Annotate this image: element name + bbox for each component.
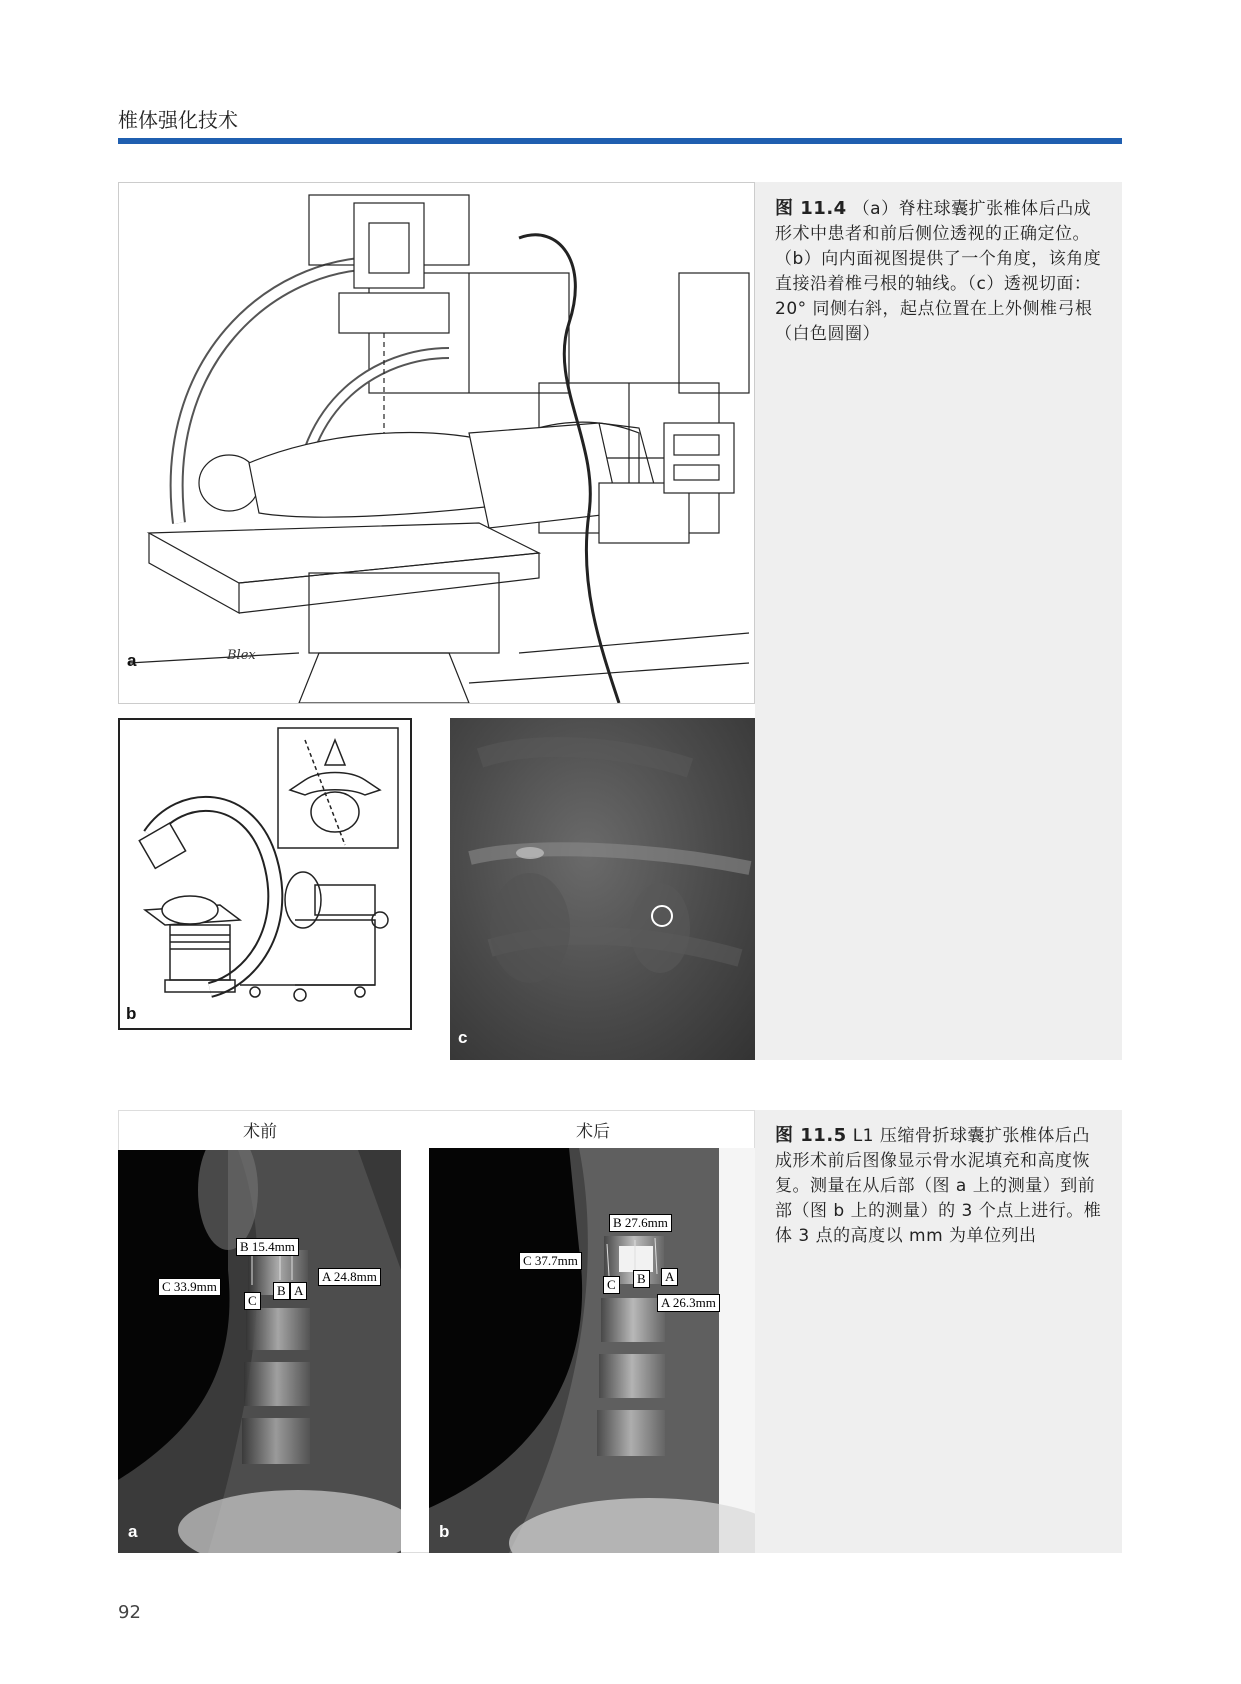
fluoroscopy-image xyxy=(450,718,755,1060)
pre-label-c: C xyxy=(244,1292,261,1310)
post-label-b-value: B 27.6mm xyxy=(609,1214,672,1232)
pre-label-a: A xyxy=(290,1282,307,1300)
figure-11-5-number: 图 11.5 xyxy=(775,1125,847,1146)
post-label-a: A xyxy=(661,1268,678,1286)
figure-11-5-caption xyxy=(775,1123,1107,1249)
figure-11-4-number: 图 11.4 xyxy=(775,198,847,219)
figure-11-4-panel-a xyxy=(118,182,755,704)
pre-op-xray xyxy=(118,1150,401,1553)
pre-label-c-value: C 33.9mm xyxy=(158,1278,221,1296)
post-label-a-value: A 26.3mm xyxy=(657,1294,720,1312)
post-op-xray xyxy=(429,1148,755,1553)
post-label-c-value: C 37.7mm xyxy=(519,1252,582,1270)
figure-11-4-panel-b xyxy=(118,718,412,1030)
panel-c-letter: c xyxy=(458,1028,468,1047)
pre-panel-letter: a xyxy=(128,1522,138,1541)
pre-op-title: 术前 xyxy=(243,1122,277,1141)
panel-a-letter: a xyxy=(127,651,137,670)
figure-11-5-caption-text: L1 压缩骨折球囊扩张椎体后凸成形术前后图像显示骨水泥填充和高度恢复。测量在从后部（图 a 上的测量）到前部（图 b 上的测量）的 3 个点上进行。椎体 3 点的高度以 mm 为单位列出 xyxy=(775,1126,1102,1246)
panel-b-letter: b xyxy=(126,1004,137,1023)
post-op-xray-image xyxy=(429,1148,755,1553)
oblique-view-diagram xyxy=(120,720,410,1028)
pre-label-b: B xyxy=(273,1282,290,1300)
drawing-signature: Blex xyxy=(227,648,256,663)
pre-label-a-value: A 24.8mm xyxy=(318,1268,381,1286)
c-arm-drawing xyxy=(119,183,755,704)
pre-label-b-value: B 15.4mm xyxy=(236,1238,299,1256)
post-panel-letter: b xyxy=(439,1522,450,1541)
pre-op-xray-image xyxy=(118,1150,401,1553)
figure-11-4-caption-text: （a）脊柱球囊扩张椎体后凸成形术中患者和前后侧位透视的正确定位。（b）向内面视图提供了一个角度，该角度直接沿着椎弓根的轴线。（c）透视切面：20° 同侧右斜，起点位置在上外侧椎弓根（白色圆圈） xyxy=(775,199,1102,344)
figure-11-4-panel-c xyxy=(450,718,755,1060)
running-title: 椎体强化技术 xyxy=(118,108,238,132)
post-label-c: C xyxy=(603,1276,620,1294)
post-op-title: 术后 xyxy=(576,1122,610,1141)
figure-11-4-caption xyxy=(775,196,1107,347)
header-rule xyxy=(118,138,1122,144)
page-number: 92 xyxy=(118,1602,141,1623)
post-label-b: B xyxy=(633,1270,650,1288)
